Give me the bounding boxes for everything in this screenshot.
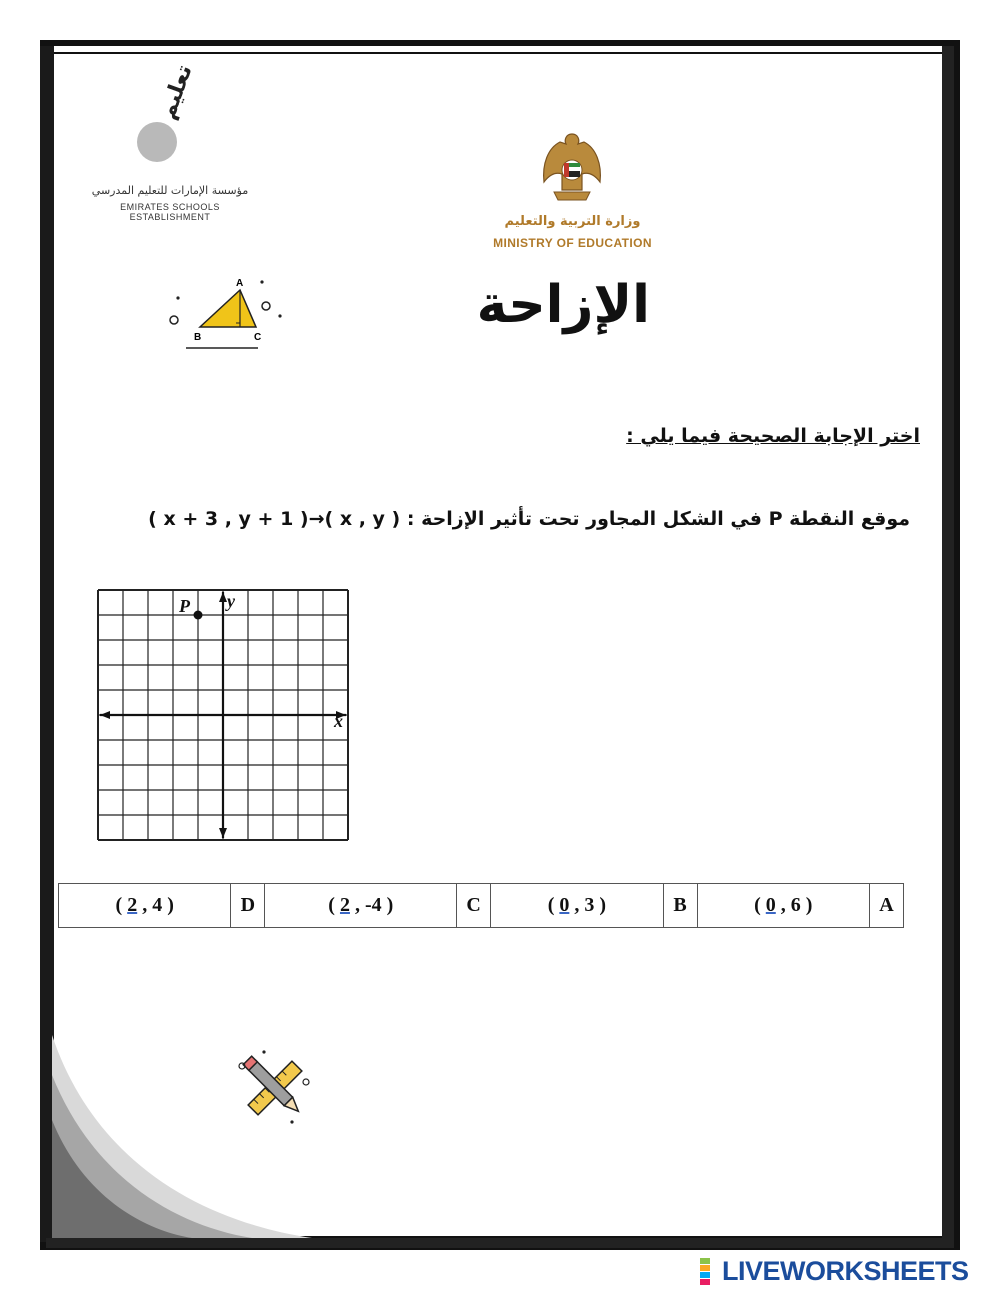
answers-table <box>58 883 904 928</box>
answers-row <box>59 884 904 928</box>
answer-option-d[interactable] <box>59 884 231 928</box>
liveworksheets-logo-icon <box>700 1258 722 1286</box>
ese-logo-word: تعليم <box>155 61 198 123</box>
eagle-emblem-icon <box>540 130 605 202</box>
answer-d-open: ( <box>115 894 123 916</box>
answer-letter-a: A <box>870 884 904 928</box>
answer-letter-b: B <box>663 884 697 928</box>
page-frame-bottom-edge <box>46 1238 954 1248</box>
page-title: الإزاحة <box>476 275 650 335</box>
y-axis-arrow-down <box>219 828 227 838</box>
ese-logo <box>85 61 255 222</box>
answer-c-open: ( <box>328 894 335 916</box>
answer-c-first: 2 <box>339 894 350 916</box>
y-axis-arrow-up <box>219 592 227 602</box>
ese-name-en: EMIRATES SCHOOLS ESTABLISHMENT <box>120 202 220 222</box>
ese-name-ar: مؤسسة الإمارات للتعليم المدرسي <box>91 184 249 197</box>
answer-a-rest: , 6 ) <box>780 894 813 916</box>
moe-name-ar: وزارة التربية والتعليم <box>504 214 641 229</box>
y-axis-label: y <box>227 591 235 611</box>
triangle-label-c: C <box>254 332 262 343</box>
triangle-label-a: A <box>236 278 244 289</box>
x-axis-arrow-left <box>100 711 110 719</box>
coordinate-grid <box>90 585 360 845</box>
x-axis-label: x <box>334 711 343 731</box>
answer-c-rest: , -4 ) <box>354 894 394 916</box>
answer-a-open: ( <box>754 894 761 916</box>
pencil-ruler-icon <box>232 1048 318 1128</box>
answer-option-a[interactable] <box>697 884 869 928</box>
question-text: موقع النقطة P في الشكل المجاور تحت تأثير الإزاحة : ( x , y )→( x + 3 , y + 1 ) <box>148 508 910 530</box>
answer-b-open: ( <box>547 894 555 916</box>
answer-option-b[interactable] <box>491 884 663 928</box>
answer-letter-c: C <box>457 884 491 928</box>
triangle-label-b: B <box>194 332 202 343</box>
answer-b-first: 0 <box>559 894 570 916</box>
moe-logo <box>480 130 665 255</box>
moe-name-en: MINISTRY OF EDUCATION <box>493 236 652 250</box>
point-p <box>194 611 203 620</box>
answer-d-first: 2 <box>127 894 138 916</box>
point-p-label: P <box>179 596 190 616</box>
answer-option-c[interactable] <box>265 884 457 928</box>
answer-a-first: 0 <box>765 894 776 916</box>
answer-d-rest: , 4 ) <box>142 894 174 916</box>
instruction-text: اختر الإجابة الصحيحة فيما يلي : <box>626 425 920 447</box>
ese-logo-mark <box>135 112 195 174</box>
answer-b-rest: , 3 ) <box>574 894 607 916</box>
triangle-icon <box>160 272 290 356</box>
page-frame-right-edge <box>942 46 954 1242</box>
liveworksheets-brand: LIVEWORKSHEETS <box>722 1256 969 1286</box>
answer-letter-d: D <box>231 884 265 928</box>
